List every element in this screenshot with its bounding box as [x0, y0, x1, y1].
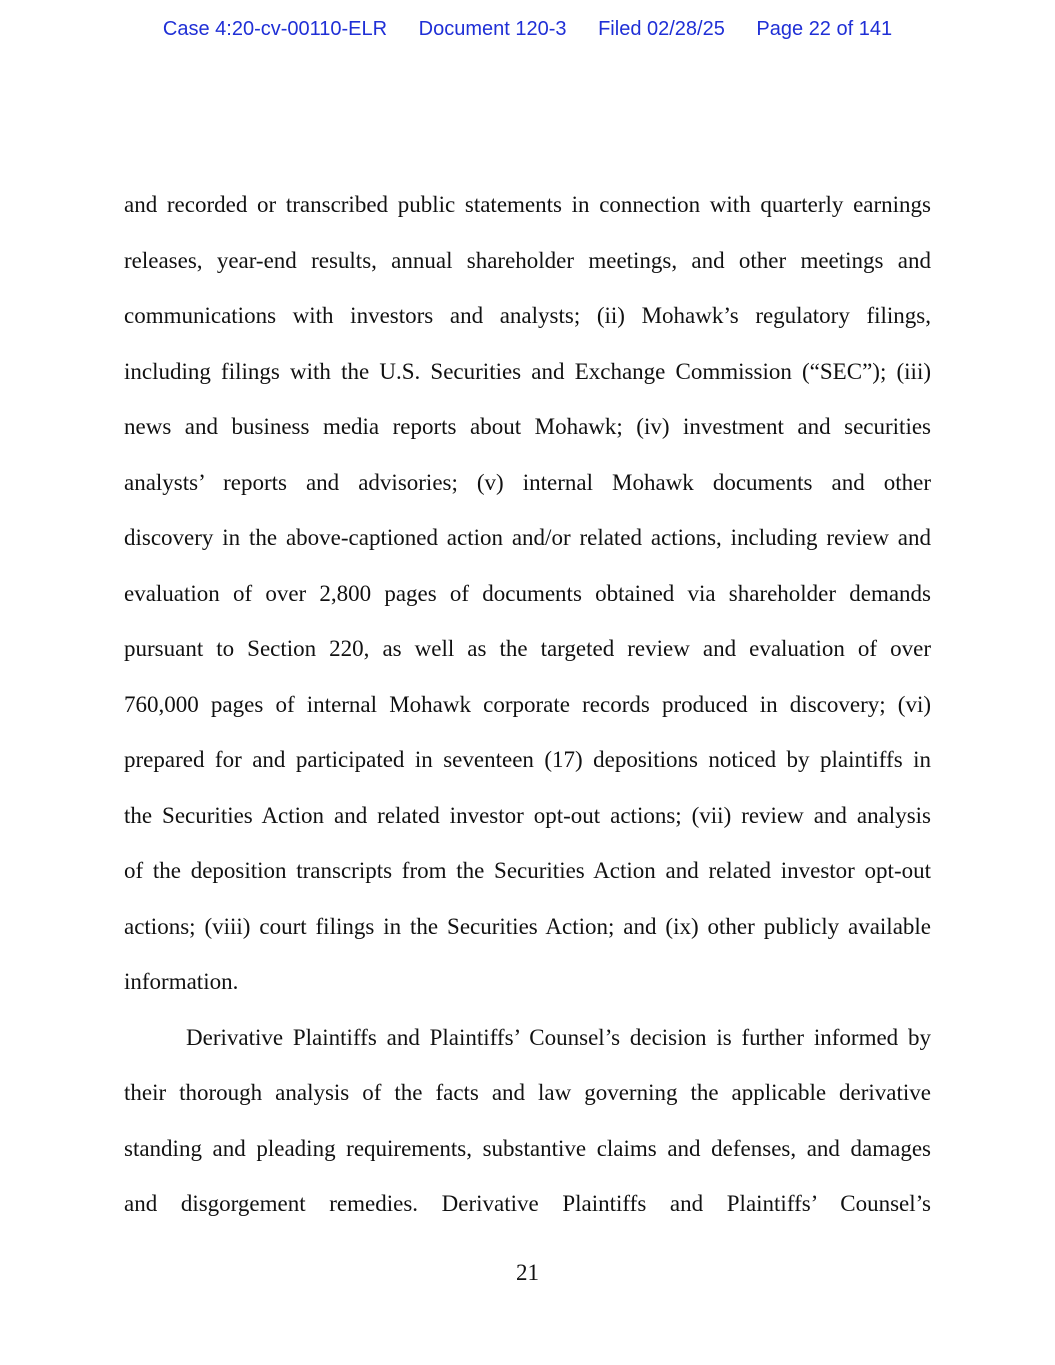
text-line: and recorded or transcribed public statements in connection with quarterly earnings: [124, 192, 931, 217]
text-line: releases, year-end results, annual shareholder meetings, and other meetings and: [124, 247, 931, 273]
text-line: pursuant to Section 220, as well as the targeted review and evaluation of over: [124, 636, 931, 661]
paragraph-2: [124, 1010, 931, 1232]
text-line: communications with investors and analysts; (ii) Mohawk’s regulatory filings,: [124, 303, 931, 328]
court-filing-header: [0, 18, 1055, 41]
text-line: including filings with the U.S. Securities and Exchange Commission (“SEC”); (iii): [124, 358, 931, 384]
page-of-total: Page 22 of 141: [756, 18, 893, 40]
page-number: 21: [516, 1260, 539, 1285]
document-body: [124, 177, 931, 1232]
text-line: prepared for and participated in seventeen (17) depositions noticed by plaintiffs in: [124, 747, 931, 772]
text-line: of the deposition transcripts from the Securities Action and related investor opt-out: [124, 858, 931, 883]
case-number: Case 4:20-cv-00110-ELR: [162, 18, 388, 40]
filed-date: Filed 02/28/25: [598, 18, 725, 40]
text-line: actions; (viii) court filings in the Securities Action; and (ix) other publicly available: [124, 913, 931, 939]
paragraph-1: [124, 177, 931, 1010]
text-line: analysts’ reports and advisories; (v) internal Mohawk documents and other: [124, 469, 931, 495]
text-line: Derivative Plaintiffs and Plaintiffs’ Counsel’s decision is further informed by: [186, 1024, 931, 1050]
text-line: evaluation of over 2,800 pages of documents obtained via shareholder demands: [124, 580, 931, 606]
text-line: standing and pleading requirements, substantive claims and defenses, and damages: [124, 1135, 931, 1161]
text-line: and disgorgement remedies. Derivative Plaintiffs and Plaintiffs’ Counsel’s: [124, 1191, 931, 1216]
text-line: news and business media reports about Mohawk; (iv) investment and securities: [124, 414, 931, 439]
text-line: discovery in the above-captioned action and/or related actions, including review and: [124, 525, 931, 550]
document-number: Document 120-3: [418, 18, 567, 40]
text-line: 760,000 pages of internal Mohawk corporate records produced in discovery; (vi): [124, 691, 931, 717]
text-line: their thorough analysis of the facts and law governing the applicable derivative: [124, 1080, 931, 1105]
text-line: information.: [124, 969, 239, 994]
text-line: the Securities Action and related investor opt-out actions; (vii) review and analysis: [124, 802, 931, 828]
